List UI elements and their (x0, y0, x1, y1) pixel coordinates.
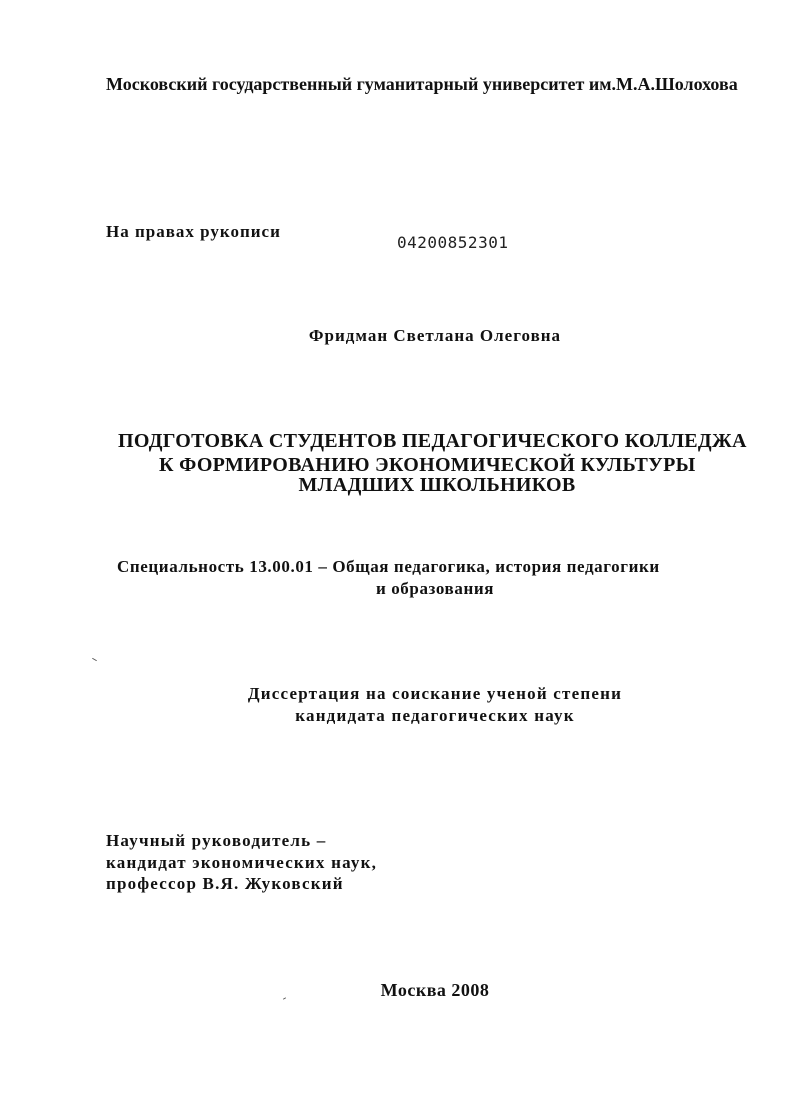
dissertation-line: кандидата педагогических наук (295, 706, 575, 725)
specialty-line: Специальность 13.00.01 – Общая педагогика, история педагогики (117, 557, 660, 576)
supervisor-line: профессор В.Я. Жуковский (106, 874, 344, 893)
supervisor-line: Научный руководитель – (106, 831, 327, 850)
supervisor-line: кандидат экономических наук, (106, 853, 378, 872)
city-year: Москва 2008 (380, 980, 490, 1000)
manuscript-rights-label: На правах рукописи (106, 222, 281, 241)
scan-speck (92, 658, 97, 661)
dissertation-line: Диссертация на соискание ученой степени (247, 684, 623, 703)
thesis-title-line: МЛАДШИХ ШКОЛЬНИКОВ (298, 474, 576, 496)
inventory-number: 04200852301 (397, 233, 509, 252)
specialty-line: и образования (375, 579, 495, 598)
university-name: Московский государственный гуманитарный университет им.М.А.Шолохова (106, 74, 738, 94)
thesis-title-line: К ФОРМИРОВАНИЮ ЭКОНОМИЧЕСКОЙ КУЛЬТУРЫ (159, 454, 696, 476)
thesis-title-line: ПОДГОТОВКА СТУДЕНТОВ ПЕДАГОГИЧЕСКОГО КОЛЛЕДЖА (118, 430, 747, 452)
author-name: Фридман Светлана Олеговна (308, 326, 562, 345)
